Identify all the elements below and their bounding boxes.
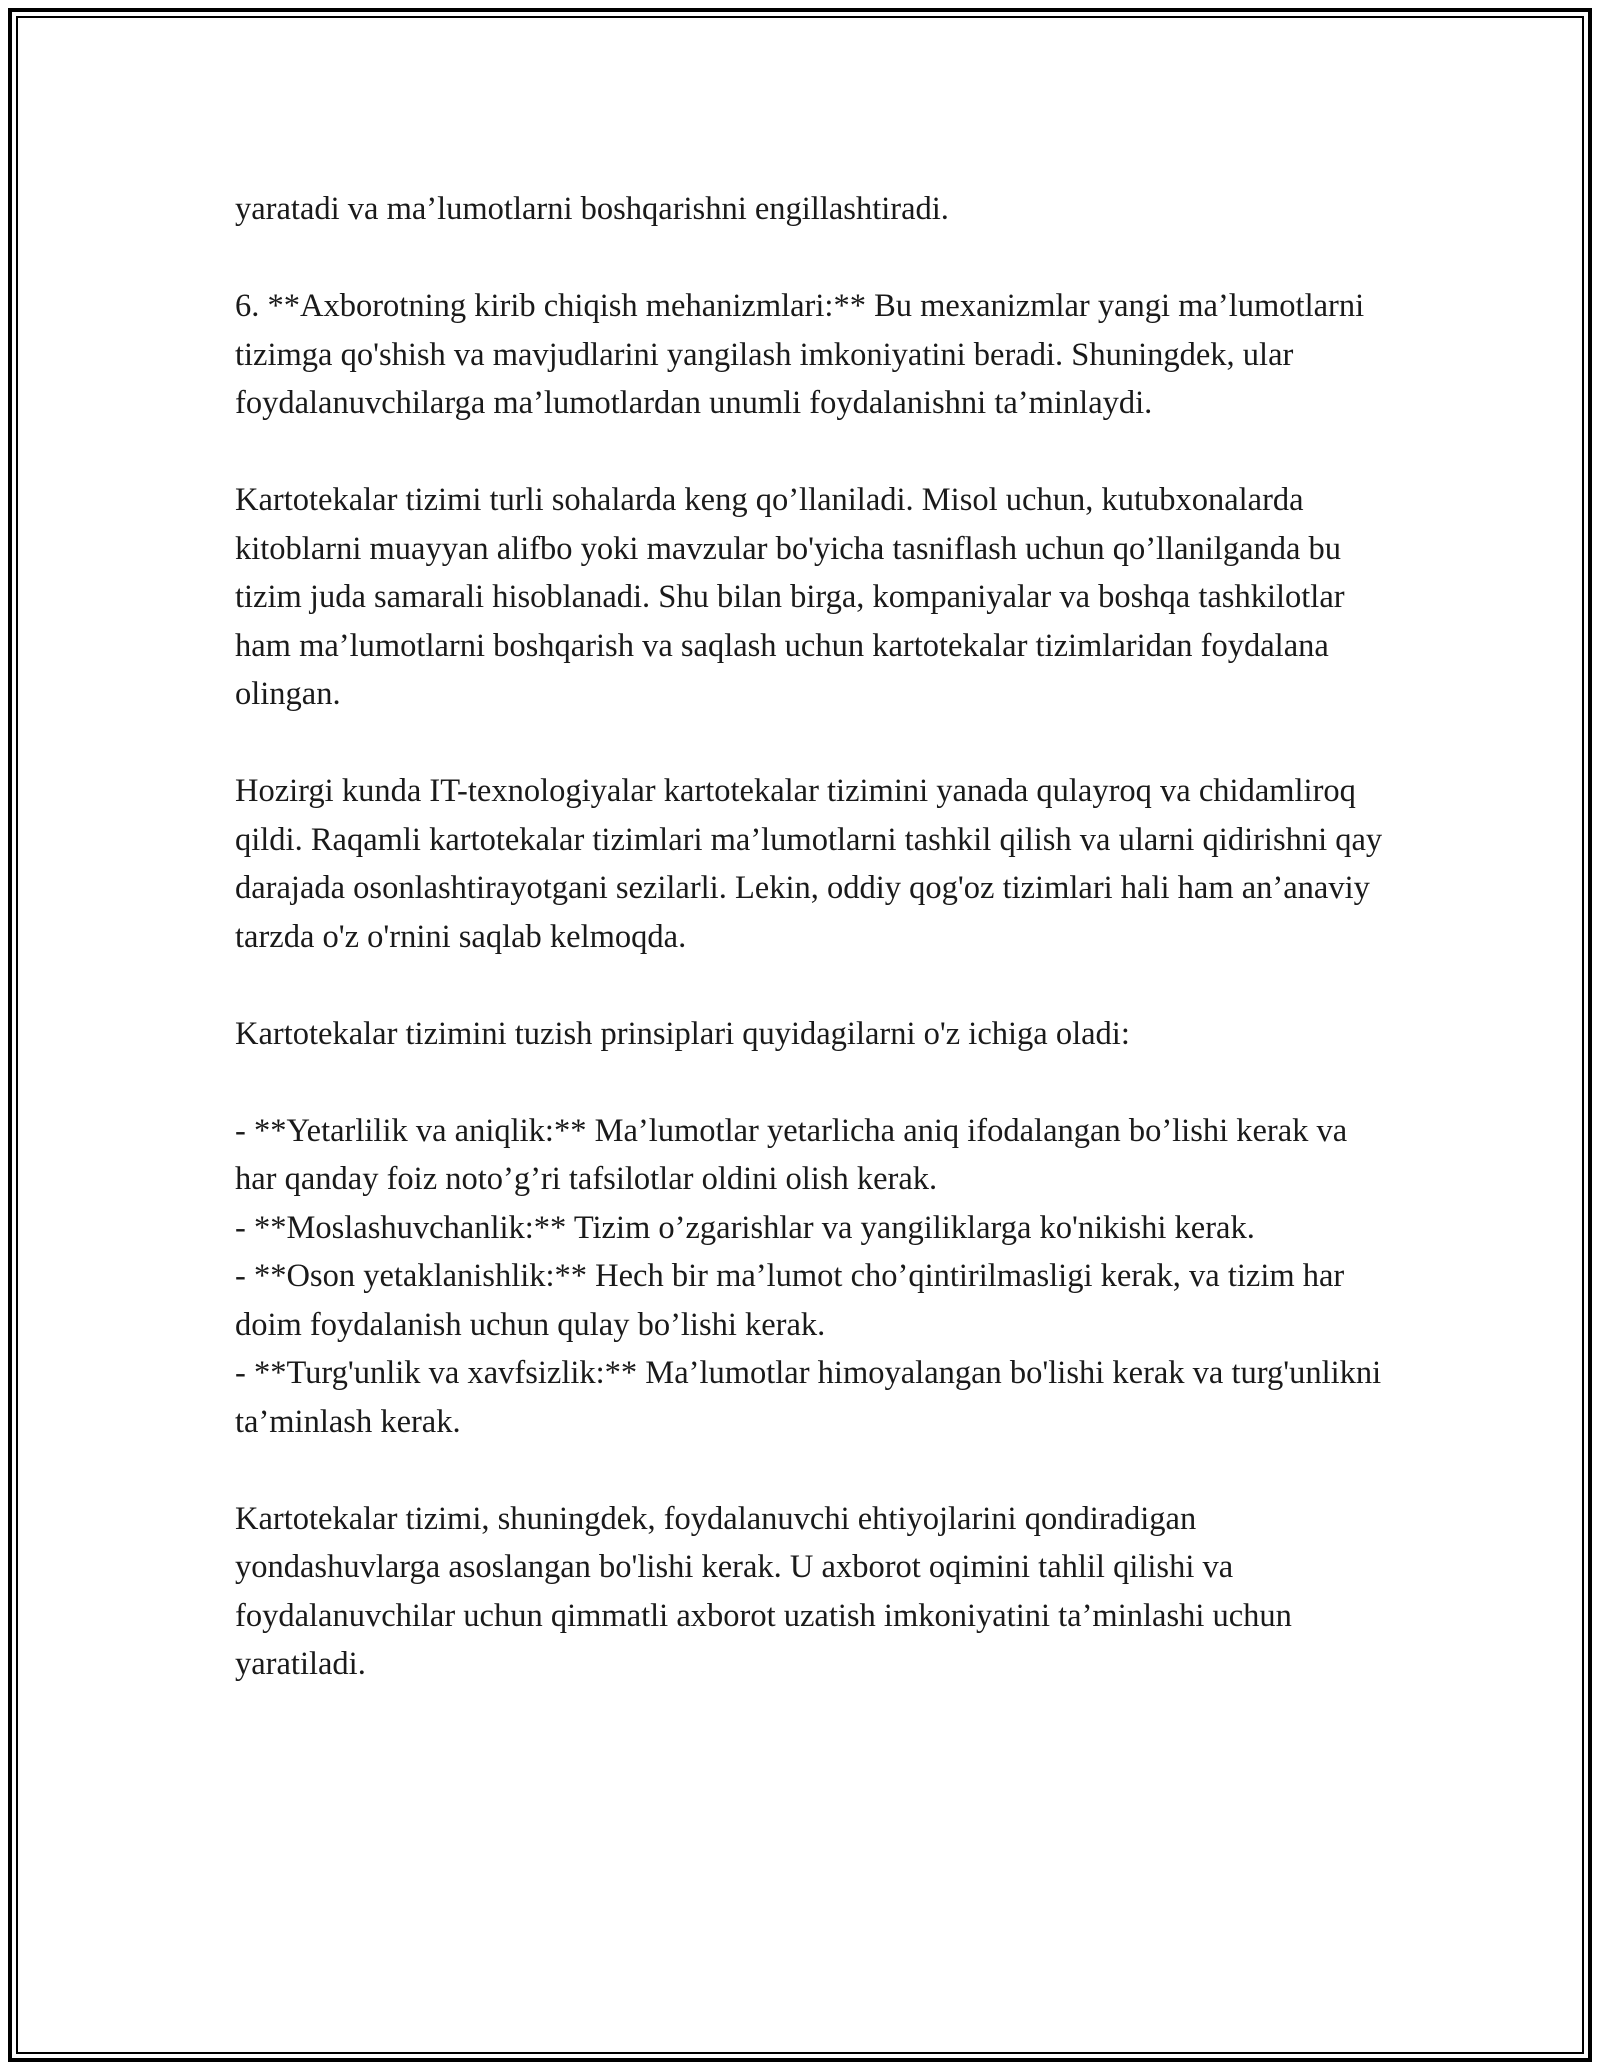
paragraph-usage: Kartotekalar tizimi turli sohalarda keng qo’llaniladi. Misol uchun, kutubxonalarda kitoblarni muayyan alifbo yoki mavzular bo'yicha tasniflash uchun qo’llanilganda bu tizim juda samarali hisoblanadi. Shu bilan birga, kompaniyalar va boshqa tashkilotlar ham ma’lumotlarni boshqarish va saqlash uchun kartotekalar tizimlaridan foydalana olingan. [235, 482, 1345, 712]
principle-item: - **Turg'unlik va xavfsizlik:** Ma’lumotlar himoyalangan bo'lishi kerak va turg'unlikni ta’minlash kerak. [235, 1355, 1382, 1440]
paragraph-conclusion: Kartotekalar tizimi, shuningdek, foydalanuvchi ehtiyojlarini qondiradigan yondashuvlarga asoslangan bo'lishi kerak. U axborot oqimini tahlil qilishi va foydalanuvchilar uchun qimmatli axborot uzatish imkoniyatini ta’minlashi uchun yaratiladi. [235, 1500, 1292, 1682]
principle-item: - **Oson yetaklanishlik:** Hech bir ma’lumot cho’qintirilmasligi kerak, va tizim har doim foydalanish uchun qulay bo’lishi kerak. [235, 1258, 1345, 1343]
principle-item: - **Yetarlilik va aniqlik:** Ma’lumotlar yetarlicha aniq ifodalangan bo’lishi kerak va har qanday foiz noto’g’ri tafsilotlar oldini olish kerak. [235, 1112, 1348, 1197]
principles-list [235, 1107, 1395, 1447]
paragraph-intro-tail: yaratadi va ma’lumotlarni boshqarishni engillashtiradi. [235, 191, 949, 227]
principle-item: - **Moslashuvchanlik:** Tizim o’zgarishlar va yangiliklarga ko'nikishi kerak. [235, 1209, 1255, 1246]
paragraph-principles-intro: Kartotekalar tizimini tuzish prinsiplari quyidagilarni o'z ichiga oladi: [235, 1015, 1130, 1052]
paragraph-item-6: 6. **Axborotning kirib chiqish mehanizmlari:** Bu mexanizmlar yangi ma’lumotlarni tizimga qo'shish va mavjudlarini yangilash imkoniyatini beradi. Shuningdek, ular foydalanuvchilarga ma’lumotlardan unumli foydalanishni ta’minlaydi. [235, 288, 1365, 421]
paragraph-it-technologies: Hozirgi kunda IT-texnologiyalar kartotekalar tizimini yanada qulayroq va chidamliroq qildi. Raqamli kartotekalar tizimlari ma’lumotlarni tashkil qilish va ularni qidirishni qay darajada osonlashtirayotgani sezilarli. Lekin, oddiy qog'oz tizimlari hali ham an’anaviy tarzda o'z o'rnini saqlab kelmoqda. [235, 773, 1383, 955]
document-body [235, 185, 1395, 1737]
